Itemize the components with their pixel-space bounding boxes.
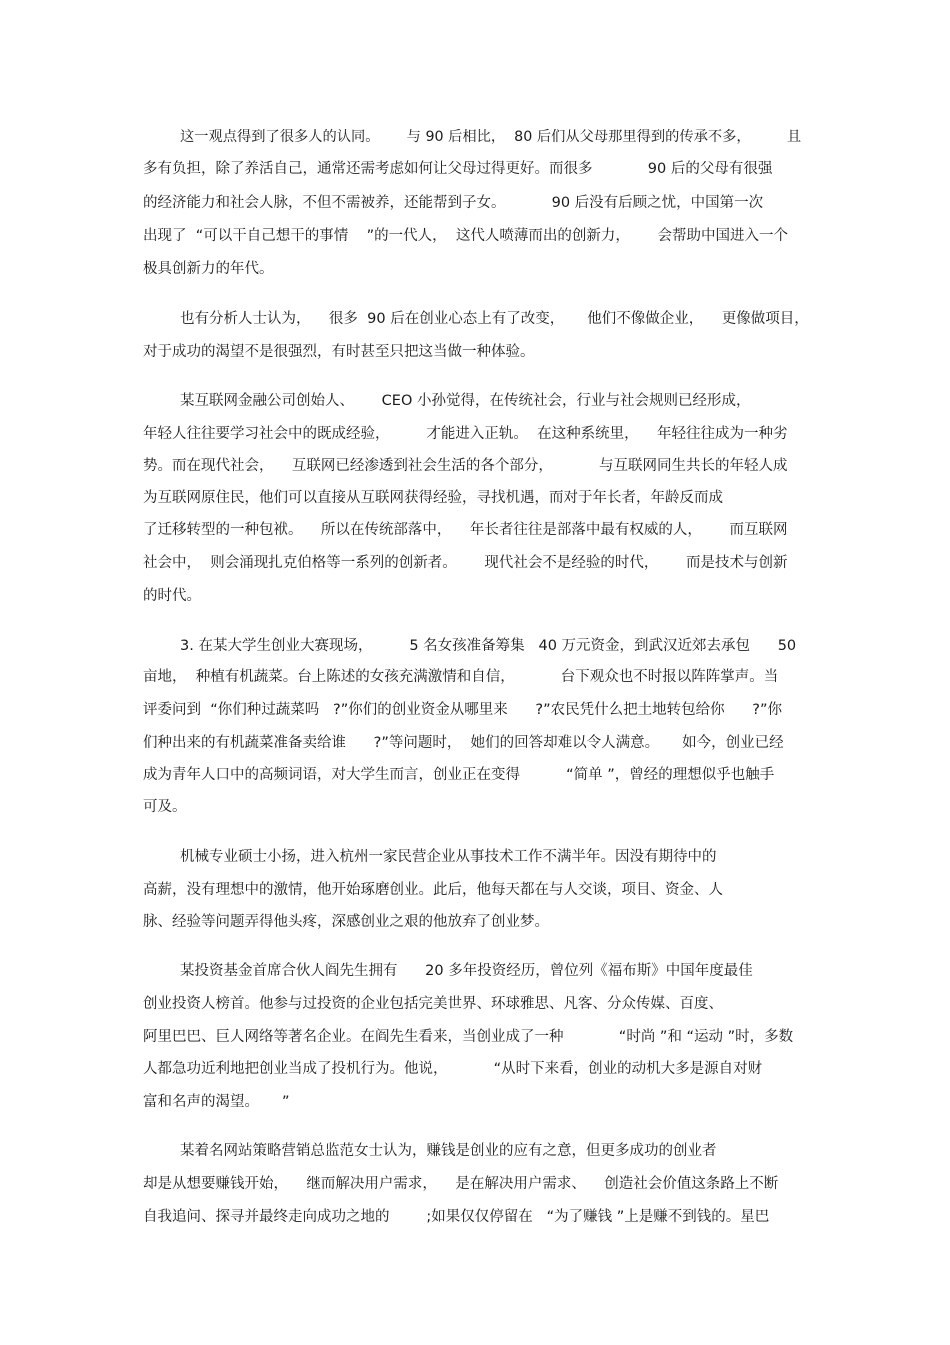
- paragraph-line: 富和名声的渴望。 ”: [143, 1094, 290, 1110]
- paragraph-line: 了迁移转型的一种包袱。 所以在传统部落中， 年长者往往是部落中最有权威的人， 而互联网: [143, 522, 788, 538]
- paragraph-line: 评委问到 “你们种过蔬菜吗 ?”你们的创业资金从哪里来 ?”农民凭什么把土地转包给你 ?”你: [143, 702, 782, 718]
- paragraph-line: 对于成功的渴望不是很强烈，有时甚至只把这当做一种体验。: [143, 344, 535, 360]
- paragraph-line: 社会中， 则会涌现扎克伯格等一系列的创新者。 现代社会不是经验的时代， 而是技术与创新: [143, 555, 788, 571]
- paragraph-line: 脉、经验等问题弄得他头疼，深感创业之艰的他放弃了创业梦。: [143, 914, 549, 930]
- paragraph-line: 的时代。: [143, 588, 201, 604]
- paragraph-line: 为互联网原住民，他们可以直接从互联网获得经验，寻找机遇，而对于年长者，年龄反而成: [143, 490, 723, 506]
- paragraph-line: 这一观点得到了很多人的认同。 与 90 后相比， 80 后们从父母那里得到的传承不多， 且: [180, 129, 802, 145]
- paragraph-line: 阿里巴巴、巨人网络等著名企业。在阎先生看来，当创业成了一种 “时尚 ”和 “运动 ”时，多数: [143, 1029, 794, 1045]
- paragraph-line: 创业投资人榜首。他参与过投资的企业包括完美世界、环球雅思、凡客、分众传媒、百度、: [143, 996, 723, 1012]
- paragraph-line: 自我追问、探寻并最终走向成功之地的 ;如果仅仅停留在 “为了赚钱 ”上是赚不到钱的。星巴: [143, 1209, 770, 1225]
- paragraph-line: 极具创新力的年代。: [143, 261, 274, 277]
- paragraph-line: 多有负担，除了养活自己，通常还需考虑如何让父母过得更好。而很多 90 后的父母有很强: [143, 161, 773, 177]
- paragraph-line: 某着名网站策略营销总监范女士认为，赚钱是创业的应有之意，但更多成功的创业者: [180, 1143, 717, 1159]
- paragraph-line: 也有分析人士认为， 很多 90 后在创业心态上有了改变， 他们不像做企业， 更像做项目，: [180, 311, 809, 327]
- paragraph-line: 却是从想要赚钱开始， 继而解决用户需求， 是在解决用户需求、 创造社会价值这条路上不断: [143, 1176, 779, 1192]
- paragraph-line: 亩地， 种植有机蔬菜。台上陈述的女孩充满激情和自信， 台下观众也不时报以阵阵掌声。当: [143, 669, 779, 685]
- paragraph-line: 成为青年人口中的高频词语，对大学生而言，创业正在变得 “简单 ”，曾经的理想似乎也触手: [143, 767, 775, 783]
- paragraph-line: 某互联网金融公司创始人、 CEO 小孙觉得，在传统社会，行业与社会规则已经形成，: [180, 393, 751, 409]
- paragraph-line: 高薪，没有理想中的激情，他开始琢磨创业。此后，他每天都在与人交谈，项目、资金、人: [143, 882, 723, 898]
- paragraph-line: 某投资基金首席合伙人阎先生拥有 20 多年投资经历，曾位列《福布斯》中国年度最佳: [180, 963, 753, 979]
- paragraph-line: 势。而在现代社会， 互联网已经渗透到社会生活的各个部分， 与互联网同生共长的年轻人成: [143, 458, 788, 474]
- paragraph-line: 3. 在某大学生创业大赛现场， 5 名女孩准备筹集 40 万元资金，到武汉近郊去承包 50: [180, 638, 797, 654]
- paragraph-line: 年轻人往往要学习社会中的既成经验， 才能进入正轨。 在这种系统里， 年轻往往成为一种劣: [143, 426, 788, 442]
- paragraph-line: 可及。: [143, 799, 187, 815]
- paragraph-line: 出现了 “可以干自己想干的事情 ”的一代人， 这代人喷薄而出的创新力， 会帮助中国进入一个: [143, 228, 789, 244]
- paragraph-line: 的经济能力和社会人脉，不但不需被养，还能帮到子女。 90 后没有后顾之忧，中国第一次: [143, 195, 764, 211]
- paragraph-line: 机械专业硕士小扬，进入杭州一家民营企业从事技术工作不满半年。因没有期待中的: [180, 849, 717, 865]
- paragraph-line: 人都急功近利地把创业当成了投机行为。他说， “从时下来看，创业的动机大多是源自对财: [143, 1061, 763, 1077]
- paragraph-line: 们种出来的有机蔬菜准备卖给谁 ?”等问题时， 她们的回答却难以令人满意。 如今，创业已经: [143, 735, 784, 751]
